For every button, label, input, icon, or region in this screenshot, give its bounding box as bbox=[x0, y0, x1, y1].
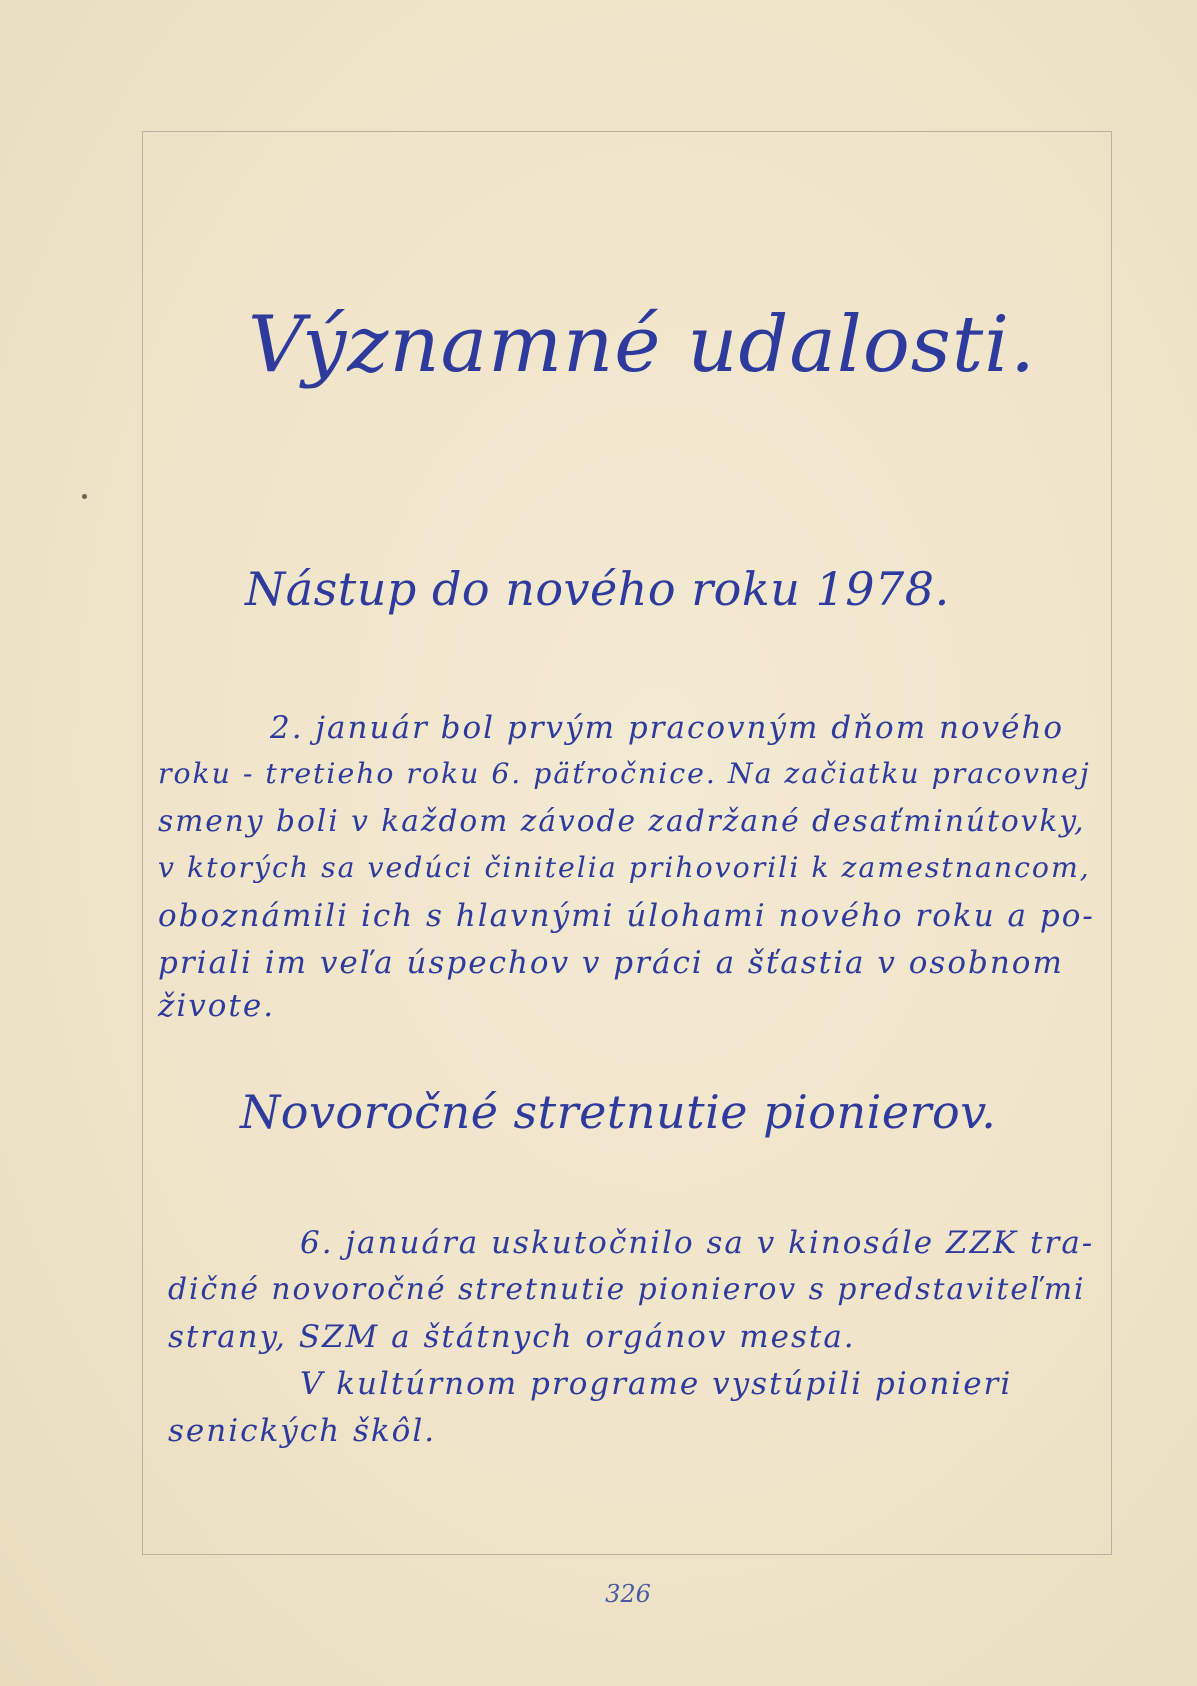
text-line: priali im veľa úspechov v práci a šťastia v osobnom bbox=[158, 945, 1064, 981]
section-heading-pioneers: Novoročné stretnutie pionierov. bbox=[240, 1085, 997, 1139]
section-heading-new-year: Nástup do nového roku 1978. bbox=[245, 562, 950, 616]
text-line: strany, SZM a štátnych orgánov mesta. bbox=[168, 1319, 856, 1355]
text-line: oboznámili ich s hlavnými úlohami nového roku a po- bbox=[158, 898, 1095, 934]
text-line: 6. januára uskutočnilo sa v kinosále ZZK tra- bbox=[300, 1225, 1095, 1261]
text-line: senických škôl. bbox=[168, 1413, 437, 1449]
text-line: V kultúrnom programe vystúpili pionieri bbox=[300, 1366, 1013, 1402]
paper-speck bbox=[82, 494, 87, 499]
text-line: v ktorých sa vedúci činitelia prihovorili k zamestnancom, bbox=[158, 851, 1091, 884]
page-number: 326 bbox=[605, 1580, 651, 1608]
page-title: Významné udalosti. bbox=[248, 300, 1036, 390]
text-line: živote. bbox=[158, 988, 276, 1024]
text-line: smeny boli v každom závode zadržané desaťminútovky, bbox=[158, 804, 1086, 838]
text-line: roku - tretieho roku 6. päťročnice. Na začiatku pracovnej bbox=[158, 757, 1091, 790]
text-line: 2. január bol prvým pracovným dňom nového bbox=[270, 710, 1065, 746]
text-line: dičné novoročné stretnutie pionierov s predstaviteľmi bbox=[168, 1272, 1086, 1307]
